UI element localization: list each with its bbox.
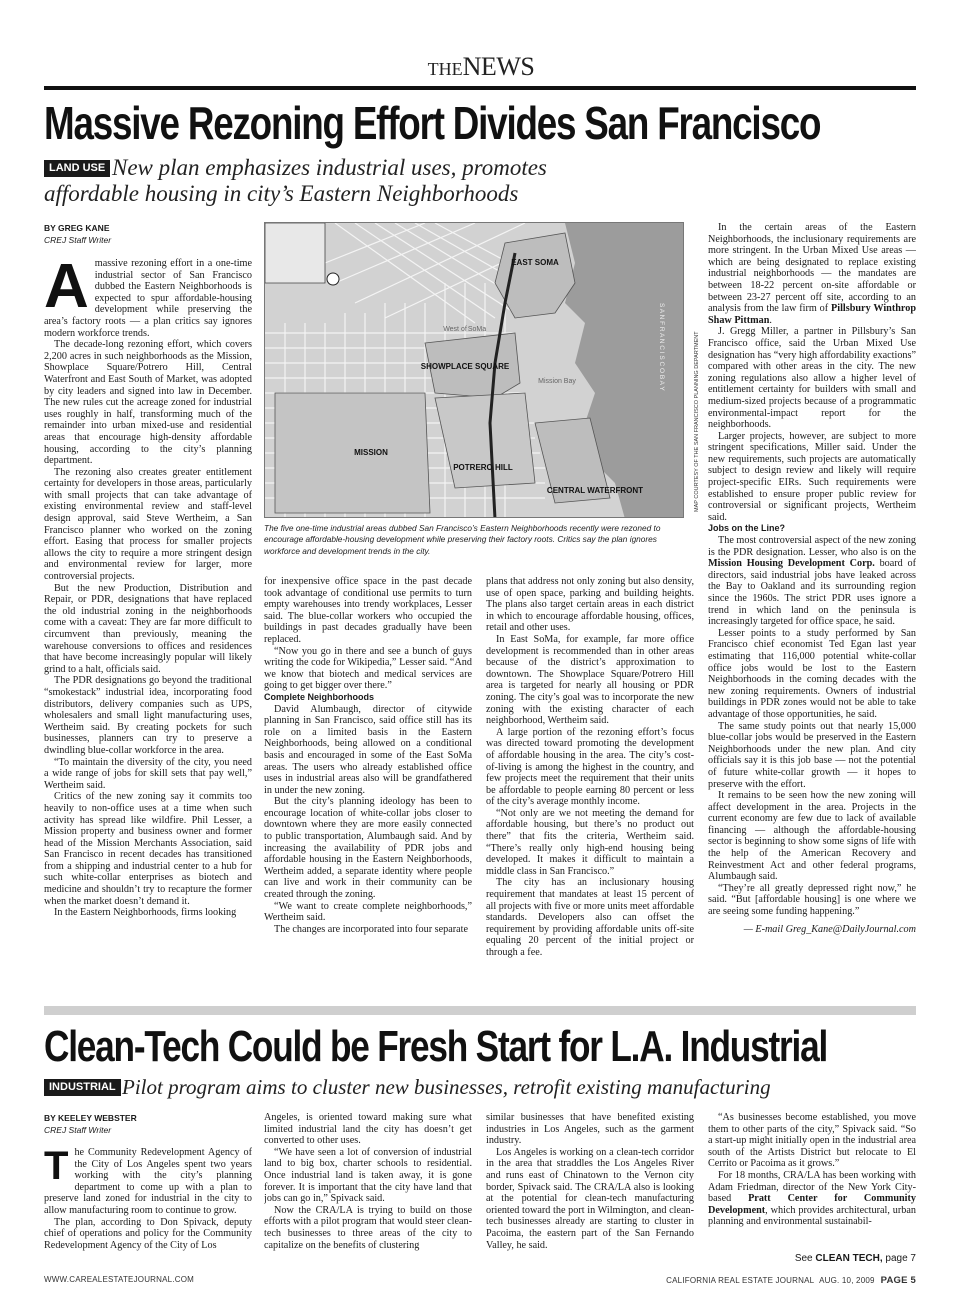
paragraph: “We have seen a lot of conversion of industrial land to big box, charter schools to residential. Once industrial land is taken away, it is gone forever. It is important that the city have land that jobs can go in,” Spivack said. — [264, 1146, 472, 1205]
subhead: Complete Neighborhoods — [264, 691, 374, 702]
masthead-news: NEWS — [462, 52, 535, 81]
paragraph: A large portion of the rezoning effort’s focus was directed toward promoting the development of affordable housing in the area. The city’s cost-of-living is among the highest in the country, and few projects meet the requirement that their units be affordable to people earning 80 percent or less of the city’s average monthly income. — [486, 726, 694, 808]
story1-byline-role: CREJ Staff Writer — [44, 235, 112, 245]
north-arrow-icon — [327, 273, 339, 285]
map-label-potrero: POTRERO HILL — [453, 463, 513, 472]
paragraph: “Now you go in there and see a bunch of guys writing the code for Wikipedia,” Lesser said. “And we know that biotech and medical services are going to get bigger over there.” — [264, 645, 472, 692]
story1-column-1 — [44, 258, 252, 994]
story1-dropcap: A — [44, 258, 89, 321]
inset-locator-map — [265, 223, 325, 283]
paragraph: “As businesses become established, you move them to other parts of the city,” Spivack said. “So a start-up might initially open in the industrial area south of the Artists District but relocate to El Cerrito or Pacoima as it grows.” — [708, 1112, 916, 1170]
paragraph: But the new Production, Distribution and Repair, or PDR, designations that have replaced the old industrial zoning in the neighborhoods come with a caveat: They are far more difficult to circumvent than previously, meaning the warehouse conversions to offices and residences that have become increasingly popular will likely grind to a halt, officials said. — [44, 582, 252, 675]
story1-signoff: — E-mail Greg_Kane@DailyJournal.com — [743, 923, 916, 935]
paragraph: “We want to create complete neighborhoods,” Wertheim said. — [264, 900, 472, 924]
map-label-central-waterfront: CENTRAL WATERFRONT — [546, 486, 644, 495]
story1-column-2 — [264, 576, 472, 994]
paragraph: “Not only are we not meeting the demand for affordable housing, but there’s no product out there” that fits the criteria, Wertheim said. “There’s really only high-end housing being developed. It makes it difficult to maintain a middle class in San Francisco.” — [486, 807, 694, 877]
paragraph: Amassive rezoning effort in a one-time industrial sector of San Francisco dubbed the Eastern Neighborhoods is expected to spur affordable-housing development while preserving the area’s factory roots — a plan critics say ignores modern workforce trends. — [44, 258, 252, 339]
paragraph: In the certain areas of the Eastern Neighborhoods, the inclusionary requirements are more stringent. In the Urban Mixed Use areas — which are being designated to replace existing industrial neighborhoods — the mandates are between 18-22 percent on-site affordable or between 23-27 percent off site, according to an analysis from the law firm of Pillsbury Winthrop Shaw Pittman. — [708, 222, 916, 326]
paragraph: The city has an inclusionary housing requirement that mandates at least 15 percent of all projects with five or more units meet affordable standards. Developers also can offset the requirement by providing affordable units off-site equaling 20 percent of the initial project or through a fee. — [486, 877, 694, 958]
paragraph: The decade-long rezoning effort, which covers 2,200 acres in such neighborhoods as the Mission, Showplace Square/Potrero Hill, Central Waterfront and East South of Market, was adopted by city leaders and signed into law in December. The new rules cut the acreage zoned for industrial uses roughly in half, transforming much of the remainder into urban mixed-use and residential areas that encourage high-density affordable housing, according to the city’s planning department. — [44, 339, 252, 467]
paragraph: In East SoMa, for example, far more office development is recommended than in other areas because of the district’s approximation to downtown. The Showplace Square/Potrero Hill area is targeted for nearly all housing or PDR zoning. The city’s goal was to incorporate the new zoning with the existing character of each neighborhood, Wertheim said. — [486, 633, 694, 727]
paragraph: The PDR designations go beyond the traditional “smokestack” industrial idea, incorporating food distributors, delivery companies such as UPS, wholesalers and small light manufacturing uses, Wertheim said. By creating pockets for such businesses, planners can try to preserve a dwindling blue-collar workforce in the area. — [44, 675, 252, 756]
paragraph: Critics of the new zoning say it commits too heavily to non-office uses at a time when such activity has spread like wildfire. Phil Lesser, a Mission property and business owner and former head of the Mission Merchants Association, said San Francisco in recent decades has transitioned from a shipping and industrial center to a hub for such white-collar enterprises as biotech and medicine and shouldn’t try to recapture the former when the market doesn’t demand it. — [44, 791, 252, 907]
map-label-showplace: SHOWPLACE SQUARE — [420, 362, 510, 371]
story2-column-4 — [708, 1112, 916, 1252]
story2-section-tag: INDUSTRIAL — [44, 1079, 121, 1096]
paragraph: Larger projects, however, are subject to more stringent specifications, Miller said. Under the new requirements, such projects are automatically subject to design review and likely will require project-specific EIRs. Such requirements were established to ensure proper public review for controversial or significant projects, Wertheim said. — [708, 430, 916, 523]
paragraph: David Alumbaugh, director of citywide planning in San Francisco, said office still has its role on a limited basis in the Eastern Neighborhoods, being allowed on a conditional basis and encouraged in some of the East SoMa areas. The users who already established office uses in industrial areas also will be grandfathered in under the new zoning. — [264, 703, 472, 796]
map-graphic — [265, 223, 684, 518]
masthead-logo — [416, 52, 546, 82]
map-label-mission-bay: Mission Bay — [538, 378, 576, 385]
subhead: Jobs on the Line? — [708, 523, 786, 534]
paragraph: The plan, according to Don Spivack, deputy chief of operations and policy for the Community Redevelopment Agency of the City of Los — [44, 1216, 252, 1251]
story1-headline: Massive Rezoning Effort Divides San Francisco — [44, 97, 821, 149]
story2-deck: Pilot program aims to cluster new businesses, retrofit existing manufacturing — [122, 1075, 771, 1099]
paragraph: The most controversial aspect of the new zoning is the PDR designation. Lesser, who also is on the Mission Housing Development Corp. board of directors, said industrial jobs have leaked across the Bay to Oakland and its surrounding region since the 1960s. The strict PDR uses ignore a trend in which land on the peninsula is increasingly targeted for office space, he said. — [708, 535, 916, 628]
map-caption: The five one-time industrial areas dubbed San Francisco’s Eastern Neighborhoods recently were rezoned to encourage affordable-housing development while preserving their factory roots. Critics say the plan ignores workforce and development trends in the city. — [264, 523, 661, 556]
story1-column-3 — [486, 576, 694, 994]
story1-section-tag: LAND USE — [44, 160, 110, 177]
map-label-soma: SoMa — [467, 326, 487, 333]
paragraph: The changes are incorporated into four separate — [274, 923, 469, 935]
mission-zone — [275, 393, 430, 513]
paragraph: The rezoning also creates greater entitlement certainty for developers in those areas, particularly with small projects that can take advantage of existing environmental review and staff-level design approval, said Steve Wertheim, a San Francisco planner who worked on the zoning effort. Easing that process for smaller projects allows the city to require a more stringent design and environmental review for larger, more controversial projects. — [44, 466, 252, 583]
story2-column-2 — [264, 1112, 472, 1268]
footer-website: WWW.CAREALESTATEJOURNAL.COM — [44, 1275, 195, 1284]
masthead-the: THE — [427, 59, 463, 79]
story2-column-1 — [44, 1147, 252, 1267]
map-label-west-of: West of — [443, 326, 467, 333]
paragraph: It remains to be seen how the new zoning will affect development in the area. Projects in the current economy are few due to lack of available financing — although the affordable-housing sector is beginning to show some signs of life with the help of the American Recovery and Reinvestment Act and other federal programs, Alumbaugh said. — [708, 790, 916, 883]
map-label-bay: S A N F R A N C I S C O B A Y — [658, 303, 665, 391]
story2-headline: Clean-Tech Could be Fresh Start for L.A. Industrial — [44, 1022, 828, 1071]
paragraph: for inexpensive office space in the past decade took advantage of conditional use permits to turn empty warehouses into trendy workplaces, Lesser said. The blue-collar workers who occupied the buildings in past decades gradually have been replaced. — [264, 576, 472, 645]
paragraph: plans that address not only zoning but also density, use of open space, parking and building heights. The plans also target certain areas in each district in which to encourage affordable housing, offices, retail and other uses. — [486, 576, 694, 634]
story2-byline-role: CREJ Staff Writer — [44, 1125, 112, 1135]
map-label-mission: MISSION — [354, 448, 388, 457]
paragraph: The same study points out that nearly 15,000 blue-collar jobs would be preserved in the Eastern Neighborhoods under the new plan. And city officials say it is this job base — not the potential of future white-collar growth — it hopes to preserve with the effort. — [708, 720, 916, 790]
paragraph: “To maintain the diversity of the city, you need a wide range of jobs for skill sets that pay well,” Wertheim said. — [44, 756, 252, 791]
paragraph: But the city’s planning ideology has been to encourage location of white-collar jobs closer to downtown where they are more easily connected to public transportation, Alumbaugh said. And by increasing the availability of PDR jobs and affordable housing in the Eastern Neighborhoods, Wertheim added, a separate identity where people can live and work in their community can be created through the zoning. — [264, 796, 472, 901]
map-credit: MAP COURTESY OF THE SAN FRANCISCO PLANNING DEPARTMENT — [694, 331, 700, 512]
paragraph: “They’re all greatly depressed right now,” he said. “But [affordable housing] is one where we are seeing some funding happening.” — [708, 882, 916, 918]
eastern-neighborhoods-map — [264, 222, 684, 518]
story1-column-4 — [708, 222, 916, 994]
map-label-east-soma: EAST SOMA — [511, 258, 559, 267]
footer-folio: CALIFORNIA REAL ESTATE JOURNAL AUG. 10, 2009 PAGE 5 — [666, 1275, 916, 1286]
story1-byline: BY GREG KANE — [44, 223, 110, 233]
story1-deck-line2: affordable housing in city’s Eastern Neighborhoods — [44, 181, 519, 206]
paragraph: For 18 months, CRA/LA has been working with Adam Friedman, director of the New York City-based Pratt Center for Community Development, which provides architectural, urban planning and environmental sustainabil- — [708, 1169, 916, 1228]
jump-line: See CLEAN TECH, page 7 — [794, 1253, 916, 1264]
paragraph: Angeles, is oriented toward making sure what limited industrial land the city has doesn’t get converted to other uses. — [264, 1112, 472, 1147]
paragraph: Lesser points to a study performed by San Francisco chief economist Ted Egan last year estimating that 116,000 potential white-collar office jobs would be lost to the Eastern Neighborhoods in the coming decades with the new zoning requirements. Owners of industrial buildings in PDR zones would not be able to take advantage of those opportunities, he said. — [708, 627, 916, 720]
paragraph: J. Gregg Miller, a partner in Pillsbury’s San Francisco office, said the Urban Mixed Use designation has “very high affordability exactions” compared with other areas in the city. The new zoning regulations also allow a higher level of entitlement certainty for builders with small and medium-sized projects because of a programmatic environmental-impact report for the neighborhoods. — [708, 326, 916, 431]
section-divider — [44, 1006, 916, 1015]
story2-column-3 — [486, 1112, 694, 1268]
story2-dropcap: T — [44, 1147, 69, 1188]
paragraph: Now the CRA/LA is trying to build on those efforts with a pilot program that would steer clean-tech businesses to three areas of the city to capitalize on the benefits of clustering — [264, 1204, 472, 1251]
story1-deck-line1: New plan emphasizes industrial uses, promotes — [112, 155, 547, 180]
story2-byline: BY KEELEY WEBSTER — [44, 1113, 137, 1123]
paragraph: In the Eastern Neighborhoods, firms looking — [54, 907, 237, 919]
paragraph: The Community Redevelopment Agency of the City of Los Angeles spent two years working with the city’s planning department to come up with a plan to preserve land zoned for industrial in the city to allow manufacturing room to continue to grow. — [44, 1147, 252, 1216]
masthead-rule — [44, 86, 916, 90]
paragraph: Los Angeles is working on a clean-tech corridor in the area that straddles the Los Angeles River and runs east of Chinatown to the Vernon city border, Spivack said. The CRA/LA also is looking at the potential for clean-tech manufacturing oriented toward the port in Wilmington, and clean-tech businesses already are starting to cluster in Pacoima, the eastern part of the San Fernando Valley, he said. — [486, 1146, 694, 1251]
paragraph: similar businesses that have benefited existing industries in Los Angeles, such as the garment industry. — [486, 1112, 694, 1147]
